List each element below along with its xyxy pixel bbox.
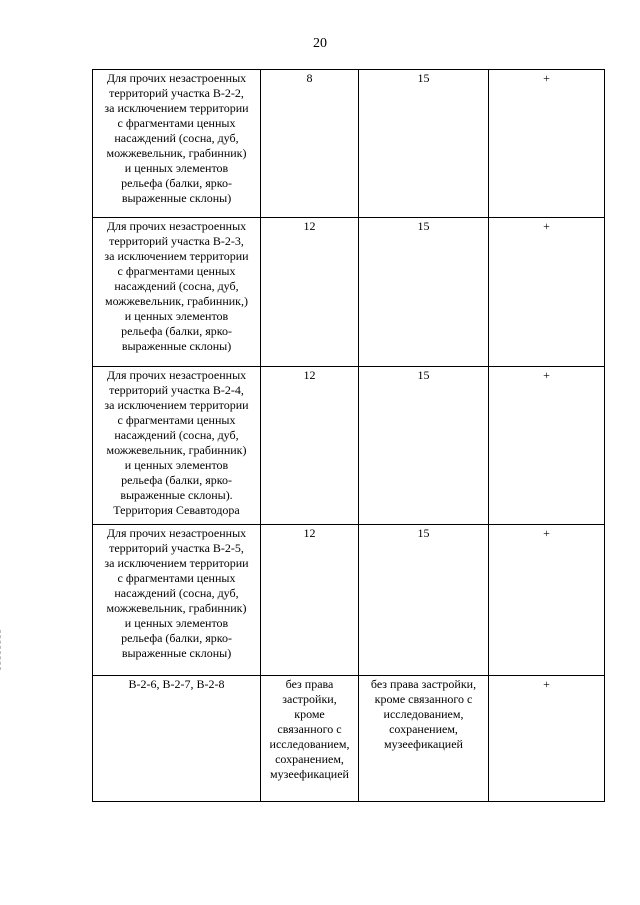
value-cell-3	[359, 525, 489, 676]
value-cell-2	[261, 525, 359, 676]
value-3-line: 15	[417, 526, 430, 540]
territory-description-line: выраженные склоны)	[121, 646, 232, 660]
table-row	[93, 367, 605, 525]
territory-description-line: территорий участка В-2-4,	[109, 383, 244, 397]
territory-description-line: Для прочих незастроенных	[106, 219, 247, 233]
territory-description-line: рельефа (балки, ярко-	[121, 176, 232, 190]
territory-description-line: насаждений (сосна, дуб,	[114, 428, 239, 442]
value-2-line: без права	[285, 677, 334, 691]
territory-description-line: с фрагментами ценных	[117, 116, 236, 130]
value-3-line: музеефикацией	[384, 737, 463, 751]
permitted-mark-cell	[489, 70, 605, 218]
table-row	[93, 70, 605, 218]
territory-description-line: В-2-6, В-2-7, В-2-8	[128, 677, 225, 691]
territory-description-line: территорий участка В-2-3,	[109, 234, 244, 248]
territory-description-line: насаждений (сосна, дуб,	[114, 131, 239, 145]
territory-description-line: и ценных элементов	[124, 616, 229, 630]
permitted-mark: +	[543, 219, 550, 233]
territory-description-line: рельефа (балки, ярко-	[121, 473, 232, 487]
territory-description-line: территорий участка В-2-5,	[109, 541, 244, 555]
value-2-line: кроме	[294, 707, 325, 721]
territory-description-cell	[93, 218, 261, 367]
territory-description-line: за исключением территории	[104, 398, 249, 412]
territory-description-cell	[93, 676, 261, 802]
table-row	[93, 525, 605, 676]
territory-description-line: с фрагментами ценных	[117, 571, 236, 585]
value-cell-3	[359, 70, 489, 218]
territory-description-line: Для прочих незастроенных	[106, 526, 247, 540]
territory-description-line: за исключением территории	[104, 556, 249, 570]
territory-description-line: можжевельник, грабинник)	[106, 601, 247, 615]
value-3-line: 15	[417, 219, 430, 233]
territory-description-line: рельефа (балки, ярко-	[121, 631, 232, 645]
value-cell-3	[359, 218, 489, 367]
permitted-mark-cell	[489, 218, 605, 367]
territory-description-line: выраженные склоны)	[121, 191, 232, 205]
territory-description-line: можжевельник, грабинник)	[106, 443, 247, 457]
value-3-line: сохранением,	[389, 722, 458, 736]
value-3-line: кроме связанного с	[374, 692, 473, 706]
value-cell-2	[261, 70, 359, 218]
permitted-mark: +	[543, 368, 550, 382]
territory-description-line: территорий участка В-2-2,	[109, 86, 244, 100]
permitted-mark-cell	[489, 525, 605, 676]
territory-description-line: с фрагментами ценных	[117, 264, 236, 278]
territory-description-line: Территория Севавтодора	[113, 503, 240, 517]
permitted-mark: +	[543, 526, 550, 540]
value-3-line: 15	[417, 368, 430, 382]
territory-description-line: Для прочих незастроенных	[106, 71, 247, 85]
value-2-line: 12	[303, 526, 316, 540]
territory-description-line: за исключением территории	[104, 249, 249, 263]
value-2-line: связанного с	[277, 722, 342, 736]
value-2-line: 12	[303, 368, 316, 382]
value-3-line: без права застройки,	[370, 677, 477, 691]
permitted-mark: +	[543, 677, 550, 691]
value-cell-2	[261, 676, 359, 802]
territory-description-line: насаждений (сосна, дуб,	[114, 279, 239, 293]
permitted-mark: +	[543, 71, 550, 85]
territory-description-line: можжевельник, грабинник,)	[105, 294, 248, 308]
value-2-line: исследованием,	[269, 737, 350, 751]
value-2-line: застройки,	[282, 692, 337, 706]
territory-description-line: Для прочих незастроенных	[106, 368, 247, 382]
value-cell-2	[261, 218, 359, 367]
page-number: 20	[313, 36, 327, 51]
scan-margin-mark	[0, 630, 2, 670]
permitted-mark-cell	[489, 676, 605, 802]
territory-description-cell	[93, 70, 261, 218]
value-3-line: исследованием,	[383, 707, 464, 721]
value-cell-3	[359, 676, 489, 802]
territory-description-line: рельефа (балки, ярко-	[121, 324, 232, 338]
territory-description-cell	[93, 367, 261, 525]
zoning-table	[92, 69, 605, 802]
territory-description-line: насаждений (сосна, дуб,	[114, 586, 239, 600]
value-2-line: музеефикацией	[270, 767, 349, 781]
territory-description-line: и ценных элементов	[124, 309, 229, 323]
territory-description-line: и ценных элементов	[124, 458, 229, 472]
territory-description-line: и ценных элементов	[124, 161, 229, 175]
table-row	[93, 218, 605, 367]
territory-description-line: можжевельник, грабинник)	[106, 146, 247, 160]
value-2-line: сохранением,	[275, 752, 344, 766]
territory-description-line: за исключением территории	[104, 101, 249, 115]
territory-description-line: выраженные склоны)	[121, 339, 232, 353]
value-3-line: 15	[417, 71, 430, 85]
territory-description-cell	[93, 525, 261, 676]
permitted-mark-cell	[489, 367, 605, 525]
territory-description-line: выраженные склоны).	[120, 488, 233, 502]
value-2-line: 12	[303, 219, 316, 233]
table-row	[93, 676, 605, 802]
value-2-line: 8	[306, 71, 313, 85]
value-cell-2	[261, 367, 359, 525]
territory-description-line: с фрагментами ценных	[117, 413, 236, 427]
value-cell-3	[359, 367, 489, 525]
